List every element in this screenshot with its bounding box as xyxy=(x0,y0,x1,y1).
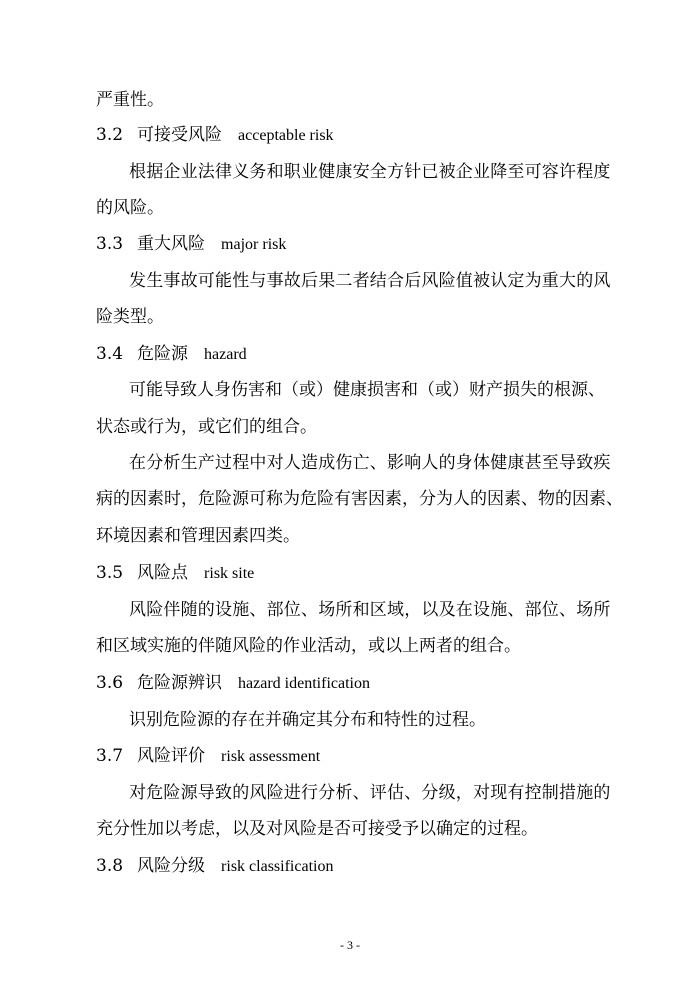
term-3-5 xyxy=(96,562,254,584)
term-english: hazard identification xyxy=(238,675,370,692)
term-number: 3.3 xyxy=(96,234,124,254)
term-number: 3.4 xyxy=(96,344,124,364)
term-english: risk assessment xyxy=(221,748,321,765)
term-3-2 xyxy=(96,124,334,146)
term-number: 3.2 xyxy=(96,125,124,145)
body-line: 对危险源导致的风险进行分析、评估、分级，对现有控制措施的 xyxy=(129,783,611,803)
term-3-4 xyxy=(96,343,247,365)
term-english: risk classification xyxy=(221,858,334,875)
body-line: 状态或行为，或它们的组合。 xyxy=(96,417,317,437)
term-3-7 xyxy=(96,745,320,767)
body-line: 根据企业法律义务和职业健康安全方针已被企业降至可容许程度 xyxy=(129,162,611,182)
term-3-3 xyxy=(96,233,286,255)
term-chinese: 风险分级 xyxy=(137,856,206,876)
body-line: 在分析生产过程中对人造成伤亡、影响人的身体健康甚至导致疾 xyxy=(129,453,611,473)
body-line: 风险伴随的设施、部位、场所和区域，以及在设施、部位、场所 xyxy=(129,600,611,620)
body-line: 可能导致人身伤害和（或）健康损害和（或）财产损失的根源、 xyxy=(129,380,605,400)
term-english: major risk xyxy=(221,236,287,253)
term-english: hazard xyxy=(204,346,247,363)
term-chinese: 可接受风险 xyxy=(137,125,223,145)
term-chinese: 重大风险 xyxy=(137,234,206,254)
term-3-8 xyxy=(96,855,333,877)
body-line: 发生事故可能性与事故后果二者结合后风险值被认定为重大的风 xyxy=(129,271,611,291)
body-line: 充分性加以考虑，以及对风险是否可接受予以确定的过程。 xyxy=(96,819,538,839)
term-chinese: 风险点 xyxy=(137,563,189,583)
page-number: - 3 - xyxy=(340,938,360,952)
term-chinese: 风险评价 xyxy=(137,746,206,766)
body-line: 识别危险源的存在并确定其分布和特性的过程。 xyxy=(129,710,486,730)
term-number: 3.5 xyxy=(96,563,124,583)
body-line: 的风险。 xyxy=(96,198,164,218)
term-number: 3.8 xyxy=(96,856,124,876)
term-english: acceptable risk xyxy=(238,127,334,144)
body-line: 和区域实施的伴随风险的作业活动，或以上两者的组合。 xyxy=(96,636,521,656)
body-line: 环境因素和管理因素四类。 xyxy=(96,526,300,546)
body-line: 险类型。 xyxy=(96,307,164,327)
term-chinese: 危险源 xyxy=(137,344,189,364)
body-line: 严重性。 xyxy=(96,90,164,110)
term-chinese: 危险源辨识 xyxy=(137,673,223,693)
term-number: 3.7 xyxy=(96,746,124,766)
term-number: 3.6 xyxy=(96,673,124,693)
term-english: risk site xyxy=(204,565,255,582)
body-line: 病的因素时，危险源可称为危险有害因素，分为人的因素、物的因素、 xyxy=(96,489,623,509)
term-3-6 xyxy=(96,672,370,694)
